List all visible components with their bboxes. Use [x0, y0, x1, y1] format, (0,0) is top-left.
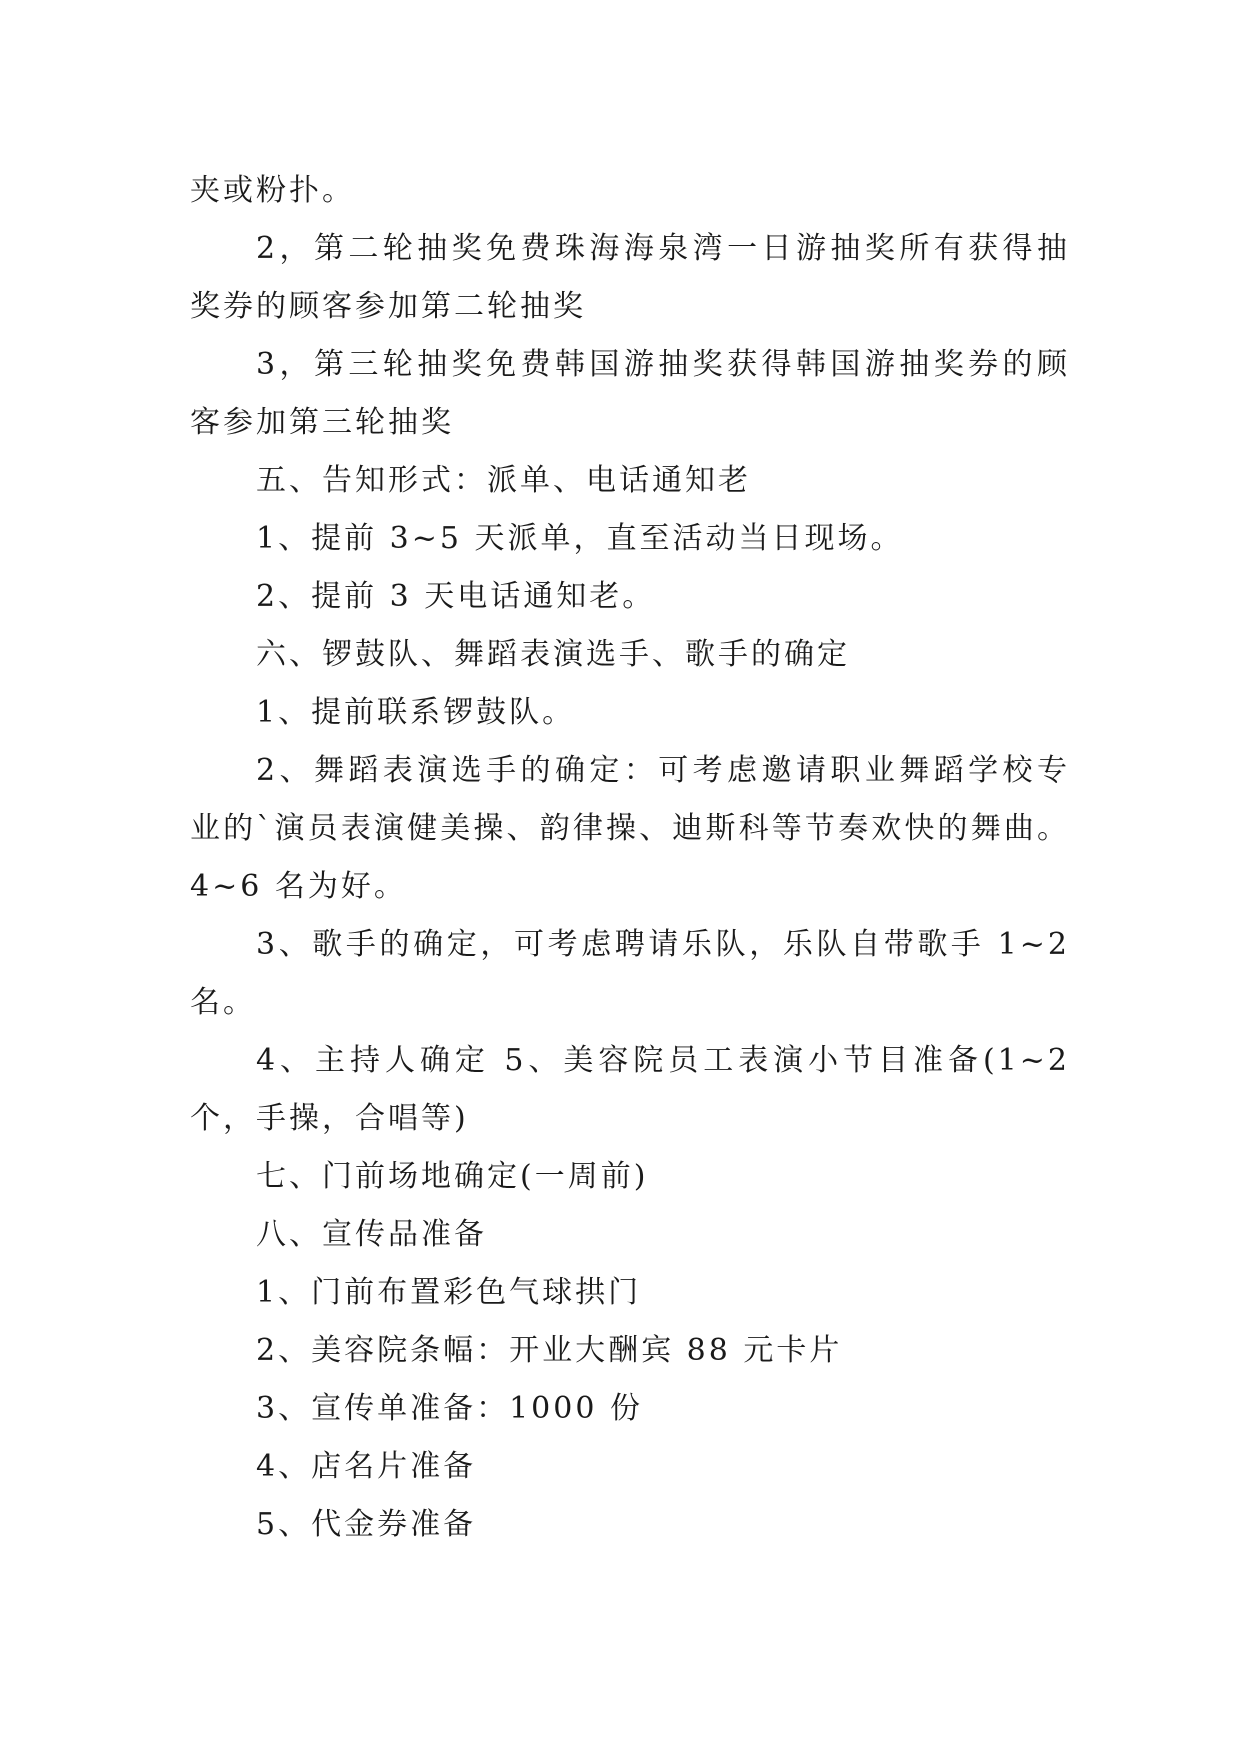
heading-section-five: 五、告知形式：派单、电话通知老: [256, 463, 751, 498]
document-body: [190, 162, 1070, 1554]
paragraph-item: 1、门前布置彩色气球拱门: [256, 1275, 642, 1310]
paragraph-item: 4、店名片准备: [256, 1449, 477, 1484]
heading-section-seven: 七、门前场地确定(一周前): [256, 1159, 649, 1194]
paragraph-item: 3、歌手的确定，可考虑聘请乐队，乐队自带歌手 1~2 名。: [190, 927, 1070, 1020]
paragraph-item: 2、提前 3 天电话通知老。: [256, 579, 656, 614]
heading-section-eight: 八、宣传品准备: [256, 1217, 487, 1252]
paragraph-item: 1、提前联系锣鼓队。: [256, 695, 576, 730]
heading-section-six: 六、锣鼓队、舞蹈表演选手、歌手的确定: [256, 637, 850, 672]
paragraph-continuation: 夹或粉扑。: [190, 173, 355, 208]
paragraph-item: 5、代金券准备: [256, 1507, 477, 1542]
paragraph-item: 2、美容院条幅：开业大酬宾 88 元卡片: [256, 1333, 843, 1368]
paragraph-item: 3、宣传单准备：1000 份: [256, 1391, 643, 1426]
paragraph-third-draw: 3，第三轮抽奖免费韩国游抽奖获得韩国游抽奖券的顾客参加第三轮抽奖: [190, 347, 1070, 440]
paragraph-item: 4、主持人确定 5、美容院员工表演小节目准备(1~2 个，手操，合唱等): [190, 1043, 1070, 1136]
paragraph-item: 2、舞蹈表演选手的确定：可考虑邀请职业舞蹈学校专业的`演员表演健美操、韵律操、迪斯科等节奏欢快的舞曲。4~6 名为好。: [190, 753, 1070, 904]
paragraph-second-draw: 2，第二轮抽奖免费珠海海泉湾一日游抽奖所有获得抽奖券的顾客参加第二轮抽奖: [190, 231, 1070, 324]
paragraph-item: 1、提前 3~5 天派单，直至活动当日现场。: [256, 521, 904, 556]
